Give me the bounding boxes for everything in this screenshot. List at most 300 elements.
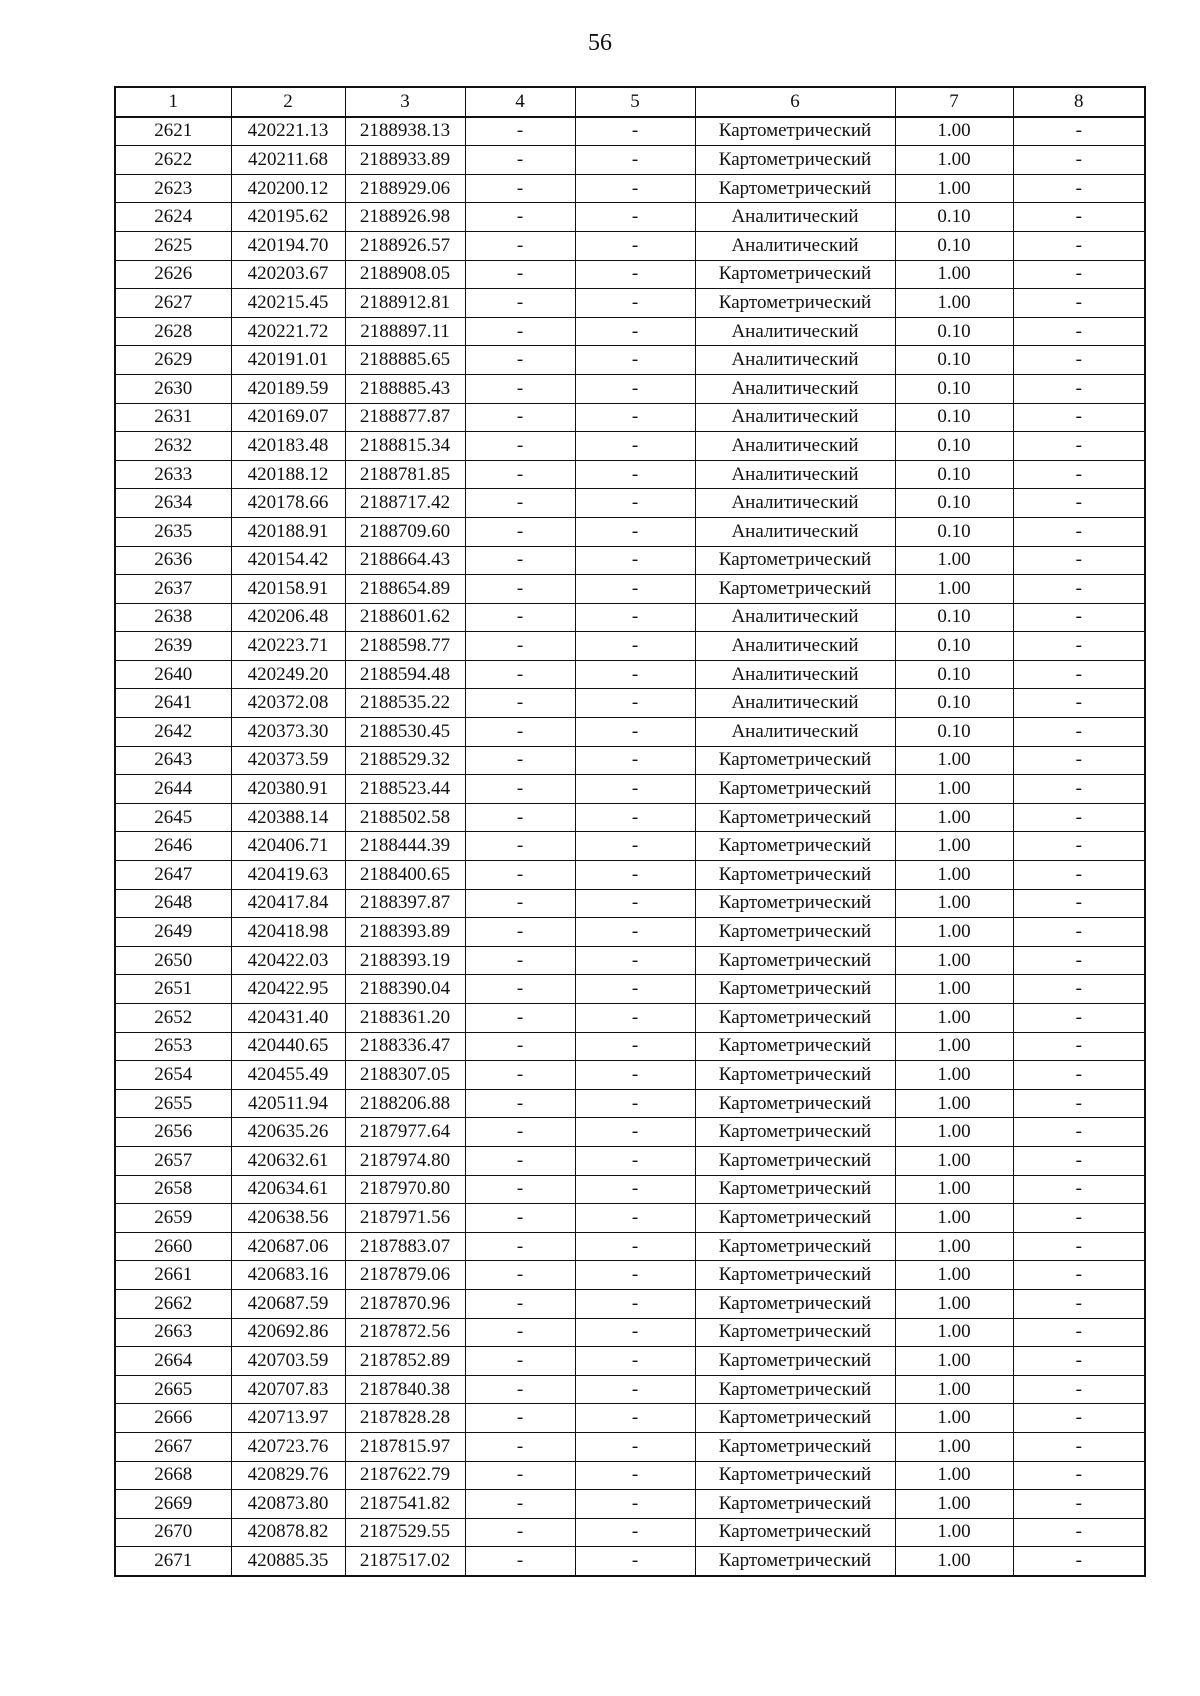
column-5-cell: - xyxy=(575,946,695,975)
point-number-cell: 2664 xyxy=(115,1347,231,1376)
point-number-cell: 2659 xyxy=(115,1204,231,1233)
column-5-cell: - xyxy=(575,1547,695,1576)
column-8-cell: - xyxy=(1013,1004,1145,1033)
column-8-cell: - xyxy=(1013,117,1145,146)
column-4-cell: - xyxy=(465,1261,575,1290)
y-coordinate-cell: 2188529.32 xyxy=(345,746,465,775)
method-cell: Картометрический xyxy=(695,889,895,918)
y-coordinate-cell: 2187517.02 xyxy=(345,1547,465,1576)
x-coordinate-cell: 420455.49 xyxy=(231,1061,345,1090)
column-5-cell: - xyxy=(575,660,695,689)
column-4-cell: - xyxy=(465,689,575,718)
x-coordinate-cell: 420194.70 xyxy=(231,231,345,260)
x-coordinate-cell: 420419.63 xyxy=(231,861,345,890)
point-number-cell: 2657 xyxy=(115,1146,231,1175)
column-5-cell: - xyxy=(575,1032,695,1061)
table-row xyxy=(115,432,1145,461)
table-row xyxy=(115,1375,1145,1404)
table-row xyxy=(115,1547,1145,1576)
x-coordinate-cell: 420189.59 xyxy=(231,374,345,403)
column-5-cell: - xyxy=(575,346,695,375)
x-coordinate-cell: 420418.98 xyxy=(231,918,345,947)
column-4-cell: - xyxy=(465,718,575,747)
point-number-cell: 2650 xyxy=(115,946,231,975)
accuracy-cell: 1.00 xyxy=(895,289,1013,318)
table-row xyxy=(115,861,1145,890)
column-5-cell: - xyxy=(575,1490,695,1519)
accuracy-cell: 1.00 xyxy=(895,575,1013,604)
x-coordinate-cell: 420885.35 xyxy=(231,1547,345,1576)
column-8-cell: - xyxy=(1013,1547,1145,1576)
accuracy-cell: 0.10 xyxy=(895,489,1013,518)
point-number-cell: 2652 xyxy=(115,1004,231,1033)
column-4-cell: - xyxy=(465,975,575,1004)
x-coordinate-cell: 420372.08 xyxy=(231,689,345,718)
y-coordinate-cell: 2187971.56 xyxy=(345,1204,465,1233)
y-coordinate-cell: 2188601.62 xyxy=(345,603,465,632)
x-coordinate-cell: 420169.07 xyxy=(231,403,345,432)
x-coordinate-cell: 420158.91 xyxy=(231,575,345,604)
accuracy-cell: 1.00 xyxy=(895,1204,1013,1233)
header-row xyxy=(115,87,1145,117)
point-number-cell: 2663 xyxy=(115,1318,231,1347)
column-8-cell: - xyxy=(1013,1089,1145,1118)
column-4-cell: - xyxy=(465,1318,575,1347)
point-number-cell: 2634 xyxy=(115,489,231,518)
x-coordinate-cell: 420417.84 xyxy=(231,889,345,918)
point-number-cell: 2666 xyxy=(115,1404,231,1433)
column-5-cell: - xyxy=(575,432,695,461)
point-number-cell: 2640 xyxy=(115,660,231,689)
column-8-cell: - xyxy=(1013,460,1145,489)
column-5-cell: - xyxy=(575,260,695,289)
x-coordinate-cell: 420203.67 xyxy=(231,260,345,289)
x-coordinate-cell: 420373.30 xyxy=(231,718,345,747)
y-coordinate-cell: 2188929.06 xyxy=(345,174,465,203)
point-number-cell: 2629 xyxy=(115,346,231,375)
column-header-8: 8 xyxy=(1013,87,1145,117)
method-cell: Картометрический xyxy=(695,1490,895,1519)
table-row xyxy=(115,918,1145,947)
y-coordinate-cell: 2187977.64 xyxy=(345,1118,465,1147)
point-number-cell: 2623 xyxy=(115,174,231,203)
column-header-4: 4 xyxy=(465,87,575,117)
column-5-cell: - xyxy=(575,489,695,518)
accuracy-cell: 1.00 xyxy=(895,803,1013,832)
column-5-cell: - xyxy=(575,832,695,861)
table-row xyxy=(115,1004,1145,1033)
method-cell: Аналитический xyxy=(695,432,895,461)
table-row xyxy=(115,660,1145,689)
x-coordinate-cell: 420634.61 xyxy=(231,1175,345,1204)
accuracy-cell: 1.00 xyxy=(895,1261,1013,1290)
x-coordinate-cell: 420183.48 xyxy=(231,432,345,461)
column-5-cell: - xyxy=(575,174,695,203)
column-8-cell: - xyxy=(1013,603,1145,632)
column-4-cell: - xyxy=(465,1089,575,1118)
accuracy-cell: 1.00 xyxy=(895,1518,1013,1547)
column-4-cell: - xyxy=(465,1518,575,1547)
method-cell: Картометрический xyxy=(695,1547,895,1576)
column-5-cell: - xyxy=(575,689,695,718)
column-5-cell: - xyxy=(575,1089,695,1118)
method-cell: Аналитический xyxy=(695,660,895,689)
x-coordinate-cell: 420406.71 xyxy=(231,832,345,861)
point-number-cell: 2630 xyxy=(115,374,231,403)
point-number-cell: 2639 xyxy=(115,632,231,661)
column-4-cell: - xyxy=(465,1404,575,1433)
column-8-cell: - xyxy=(1013,1146,1145,1175)
point-number-cell: 2636 xyxy=(115,546,231,575)
column-5-cell: - xyxy=(575,803,695,832)
table-row xyxy=(115,174,1145,203)
method-cell: Картометрический xyxy=(695,746,895,775)
column-4-cell: - xyxy=(465,432,575,461)
accuracy-cell: 0.10 xyxy=(895,346,1013,375)
column-5-cell: - xyxy=(575,1518,695,1547)
y-coordinate-cell: 2187974.80 xyxy=(345,1146,465,1175)
column-8-cell: - xyxy=(1013,1461,1145,1490)
y-coordinate-cell: 2188885.65 xyxy=(345,346,465,375)
column-4-cell: - xyxy=(465,374,575,403)
method-cell: Картометрический xyxy=(695,1318,895,1347)
accuracy-cell: 0.10 xyxy=(895,432,1013,461)
column-5-cell: - xyxy=(575,374,695,403)
column-4-cell: - xyxy=(465,1004,575,1033)
column-8-cell: - xyxy=(1013,231,1145,260)
point-number-cell: 2649 xyxy=(115,918,231,947)
column-5-cell: - xyxy=(575,517,695,546)
y-coordinate-cell: 2188781.85 xyxy=(345,460,465,489)
column-4-cell: - xyxy=(465,346,575,375)
point-number-cell: 2647 xyxy=(115,861,231,890)
accuracy-cell: 1.00 xyxy=(895,174,1013,203)
x-coordinate-cell: 420431.40 xyxy=(231,1004,345,1033)
accuracy-cell: 1.00 xyxy=(895,1032,1013,1061)
column-5-cell: - xyxy=(575,889,695,918)
column-4-cell: - xyxy=(465,803,575,832)
y-coordinate-cell: 2187541.82 xyxy=(345,1490,465,1519)
column-4-cell: - xyxy=(465,317,575,346)
accuracy-cell: 1.00 xyxy=(895,746,1013,775)
method-cell: Картометрический xyxy=(695,260,895,289)
method-cell: Картометрический xyxy=(695,1004,895,1033)
column-5-cell: - xyxy=(575,1289,695,1318)
table-row xyxy=(115,975,1145,1004)
accuracy-cell: 1.00 xyxy=(895,117,1013,146)
y-coordinate-cell: 2187970.80 xyxy=(345,1175,465,1204)
column-8-cell: - xyxy=(1013,975,1145,1004)
x-coordinate-cell: 420683.16 xyxy=(231,1261,345,1290)
point-number-cell: 2658 xyxy=(115,1175,231,1204)
accuracy-cell: 0.10 xyxy=(895,317,1013,346)
accuracy-cell: 0.10 xyxy=(895,203,1013,232)
accuracy-cell: 1.00 xyxy=(895,1432,1013,1461)
column-4-cell: - xyxy=(465,603,575,632)
point-number-cell: 2654 xyxy=(115,1061,231,1090)
point-number-cell: 2635 xyxy=(115,517,231,546)
y-coordinate-cell: 2188664.43 xyxy=(345,546,465,575)
method-cell: Картометрический xyxy=(695,775,895,804)
method-cell: Картометрический xyxy=(695,289,895,318)
point-number-cell: 2645 xyxy=(115,803,231,832)
table-row xyxy=(115,346,1145,375)
column-8-cell: - xyxy=(1013,1375,1145,1404)
method-cell: Картометрический xyxy=(695,1261,895,1290)
x-coordinate-cell: 420687.06 xyxy=(231,1232,345,1261)
y-coordinate-cell: 2188926.98 xyxy=(345,203,465,232)
column-4-cell: - xyxy=(465,1347,575,1376)
x-coordinate-cell: 420195.62 xyxy=(231,203,345,232)
column-4-cell: - xyxy=(465,1146,575,1175)
column-8-cell: - xyxy=(1013,861,1145,890)
method-cell: Аналитический xyxy=(695,231,895,260)
column-8-cell: - xyxy=(1013,1289,1145,1318)
point-number-cell: 2669 xyxy=(115,1490,231,1519)
column-4-cell: - xyxy=(465,203,575,232)
accuracy-cell: 1.00 xyxy=(895,146,1013,175)
point-number-cell: 2653 xyxy=(115,1032,231,1061)
column-8-cell: - xyxy=(1013,1347,1145,1376)
accuracy-cell: 1.00 xyxy=(895,946,1013,975)
x-coordinate-cell: 420638.56 xyxy=(231,1204,345,1233)
column-4-cell: - xyxy=(465,1118,575,1147)
y-coordinate-cell: 2188361.20 xyxy=(345,1004,465,1033)
x-coordinate-cell: 420422.03 xyxy=(231,946,345,975)
accuracy-cell: 1.00 xyxy=(895,1461,1013,1490)
point-number-cell: 2625 xyxy=(115,231,231,260)
method-cell: Аналитический xyxy=(695,689,895,718)
column-8-cell: - xyxy=(1013,775,1145,804)
table-row xyxy=(115,746,1145,775)
column-4-cell: - xyxy=(465,632,575,661)
accuracy-cell: 0.10 xyxy=(895,231,1013,260)
method-cell: Аналитический xyxy=(695,460,895,489)
method-cell: Картометрический xyxy=(695,861,895,890)
column-5-cell: - xyxy=(575,203,695,232)
table-row xyxy=(115,1232,1145,1261)
x-coordinate-cell: 420221.72 xyxy=(231,317,345,346)
column-5-cell: - xyxy=(575,918,695,947)
x-coordinate-cell: 420188.12 xyxy=(231,460,345,489)
column-5-cell: - xyxy=(575,1318,695,1347)
y-coordinate-cell: 2188523.44 xyxy=(345,775,465,804)
column-5-cell: - xyxy=(575,546,695,575)
x-coordinate-cell: 420249.20 xyxy=(231,660,345,689)
column-8-cell: - xyxy=(1013,260,1145,289)
column-4-cell: - xyxy=(465,231,575,260)
point-number-cell: 2627 xyxy=(115,289,231,318)
column-5-cell: - xyxy=(575,718,695,747)
table-row xyxy=(115,1404,1145,1433)
y-coordinate-cell: 2188397.87 xyxy=(345,889,465,918)
table-row xyxy=(115,1347,1145,1376)
accuracy-cell: 1.00 xyxy=(895,861,1013,890)
x-coordinate-cell: 420873.80 xyxy=(231,1490,345,1519)
table-row xyxy=(115,1089,1145,1118)
accuracy-cell: 1.00 xyxy=(895,1146,1013,1175)
y-coordinate-cell: 2187883.07 xyxy=(345,1232,465,1261)
point-number-cell: 2641 xyxy=(115,689,231,718)
x-coordinate-cell: 420215.45 xyxy=(231,289,345,318)
accuracy-cell: 1.00 xyxy=(895,889,1013,918)
method-cell: Аналитический xyxy=(695,632,895,661)
x-coordinate-cell: 420373.59 xyxy=(231,746,345,775)
accuracy-cell: 1.00 xyxy=(895,1347,1013,1376)
y-coordinate-cell: 2187852.89 xyxy=(345,1347,465,1376)
column-4-cell: - xyxy=(465,289,575,318)
column-8-cell: - xyxy=(1013,346,1145,375)
accuracy-cell: 1.00 xyxy=(895,1490,1013,1519)
y-coordinate-cell: 2188530.45 xyxy=(345,718,465,747)
point-number-cell: 2648 xyxy=(115,889,231,918)
column-header-2: 2 xyxy=(231,87,345,117)
method-cell: Картометрический xyxy=(695,546,895,575)
y-coordinate-cell: 2188307.05 xyxy=(345,1061,465,1090)
y-coordinate-cell: 2188815.34 xyxy=(345,432,465,461)
table-row xyxy=(115,775,1145,804)
column-5-cell: - xyxy=(575,1061,695,1090)
point-number-cell: 2633 xyxy=(115,460,231,489)
method-cell: Картометрический xyxy=(695,1347,895,1376)
column-5-cell: - xyxy=(575,1261,695,1290)
method-cell: Картометрический xyxy=(695,1204,895,1233)
method-cell: Картометрический xyxy=(695,117,895,146)
table-row xyxy=(115,117,1145,146)
y-coordinate-cell: 2187815.97 xyxy=(345,1432,465,1461)
accuracy-cell: 0.10 xyxy=(895,660,1013,689)
column-8-cell: - xyxy=(1013,1032,1145,1061)
point-number-cell: 2631 xyxy=(115,403,231,432)
method-cell: Картометрический xyxy=(695,1032,895,1061)
column-8-cell: - xyxy=(1013,489,1145,518)
column-8-cell: - xyxy=(1013,803,1145,832)
method-cell: Картометрический xyxy=(695,946,895,975)
accuracy-cell: 0.10 xyxy=(895,517,1013,546)
point-number-cell: 2660 xyxy=(115,1232,231,1261)
column-5-cell: - xyxy=(575,1347,695,1376)
column-5-cell: - xyxy=(575,1204,695,1233)
x-coordinate-cell: 420692.86 xyxy=(231,1318,345,1347)
method-cell: Картометрический xyxy=(695,1461,895,1490)
x-coordinate-cell: 420221.13 xyxy=(231,117,345,146)
column-8-cell: - xyxy=(1013,1404,1145,1433)
x-coordinate-cell: 420713.97 xyxy=(231,1404,345,1433)
point-number-cell: 2661 xyxy=(115,1261,231,1290)
method-cell: Картометрический xyxy=(695,1289,895,1318)
table-row xyxy=(115,231,1145,260)
y-coordinate-cell: 2188709.60 xyxy=(345,517,465,546)
x-coordinate-cell: 420223.71 xyxy=(231,632,345,661)
column-4-cell: - xyxy=(465,1032,575,1061)
accuracy-cell: 1.00 xyxy=(895,1318,1013,1347)
method-cell: Картометрический xyxy=(695,174,895,203)
table-row xyxy=(115,803,1145,832)
table-row xyxy=(115,1461,1145,1490)
x-coordinate-cell: 420200.12 xyxy=(231,174,345,203)
point-number-cell: 2638 xyxy=(115,603,231,632)
column-5-cell: - xyxy=(575,231,695,260)
column-8-cell: - xyxy=(1013,317,1145,346)
column-header-3: 3 xyxy=(345,87,465,117)
column-8-cell: - xyxy=(1013,203,1145,232)
column-8-cell: - xyxy=(1013,632,1145,661)
accuracy-cell: 0.10 xyxy=(895,632,1013,661)
accuracy-cell: 0.10 xyxy=(895,718,1013,747)
point-number-cell: 2624 xyxy=(115,203,231,232)
table-row xyxy=(115,546,1145,575)
table-row xyxy=(115,517,1145,546)
point-number-cell: 2667 xyxy=(115,1432,231,1461)
x-coordinate-cell: 420188.91 xyxy=(231,517,345,546)
method-cell: Картометрический xyxy=(695,575,895,604)
x-coordinate-cell: 420206.48 xyxy=(231,603,345,632)
y-coordinate-cell: 2187879.06 xyxy=(345,1261,465,1290)
table-row xyxy=(115,632,1145,661)
y-coordinate-cell: 2188393.19 xyxy=(345,946,465,975)
column-4-cell: - xyxy=(465,1375,575,1404)
method-cell: Картометрический xyxy=(695,1518,895,1547)
column-5-cell: - xyxy=(575,746,695,775)
accuracy-cell: 1.00 xyxy=(895,1118,1013,1147)
method-cell: Аналитический xyxy=(695,317,895,346)
column-8-cell: - xyxy=(1013,546,1145,575)
table-row xyxy=(115,374,1145,403)
table-row xyxy=(115,203,1145,232)
column-8-cell: - xyxy=(1013,575,1145,604)
point-number-cell: 2637 xyxy=(115,575,231,604)
method-cell: Аналитический xyxy=(695,374,895,403)
method-cell: Картометрический xyxy=(695,1375,895,1404)
accuracy-cell: 1.00 xyxy=(895,832,1013,861)
column-4-cell: - xyxy=(465,889,575,918)
table-header xyxy=(115,87,1145,117)
accuracy-cell: 1.00 xyxy=(895,546,1013,575)
column-8-cell: - xyxy=(1013,146,1145,175)
table-row xyxy=(115,889,1145,918)
accuracy-cell: 1.00 xyxy=(895,975,1013,1004)
column-5-cell: - xyxy=(575,146,695,175)
y-coordinate-cell: 2187529.55 xyxy=(345,1518,465,1547)
accuracy-cell: 1.00 xyxy=(895,918,1013,947)
accuracy-cell: 1.00 xyxy=(895,1289,1013,1318)
column-header-7: 7 xyxy=(895,87,1013,117)
y-coordinate-cell: 2188654.89 xyxy=(345,575,465,604)
x-coordinate-cell: 420154.42 xyxy=(231,546,345,575)
point-number-cell: 2643 xyxy=(115,746,231,775)
column-5-cell: - xyxy=(575,861,695,890)
column-4-cell: - xyxy=(465,1061,575,1090)
y-coordinate-cell: 2188717.42 xyxy=(345,489,465,518)
column-4-cell: - xyxy=(465,832,575,861)
x-coordinate-cell: 420511.94 xyxy=(231,1089,345,1118)
column-8-cell: - xyxy=(1013,1175,1145,1204)
column-5-cell: - xyxy=(575,632,695,661)
column-5-cell: - xyxy=(575,1404,695,1433)
column-8-cell: - xyxy=(1013,1204,1145,1233)
column-5-cell: - xyxy=(575,460,695,489)
column-4-cell: - xyxy=(465,1204,575,1233)
x-coordinate-cell: 420687.59 xyxy=(231,1289,345,1318)
method-cell: Аналитический xyxy=(695,489,895,518)
column-8-cell: - xyxy=(1013,1490,1145,1519)
y-coordinate-cell: 2188885.43 xyxy=(345,374,465,403)
point-number-cell: 2628 xyxy=(115,317,231,346)
y-coordinate-cell: 2188908.05 xyxy=(345,260,465,289)
x-coordinate-cell: 420380.91 xyxy=(231,775,345,804)
x-coordinate-cell: 420191.01 xyxy=(231,346,345,375)
column-8-cell: - xyxy=(1013,918,1145,947)
